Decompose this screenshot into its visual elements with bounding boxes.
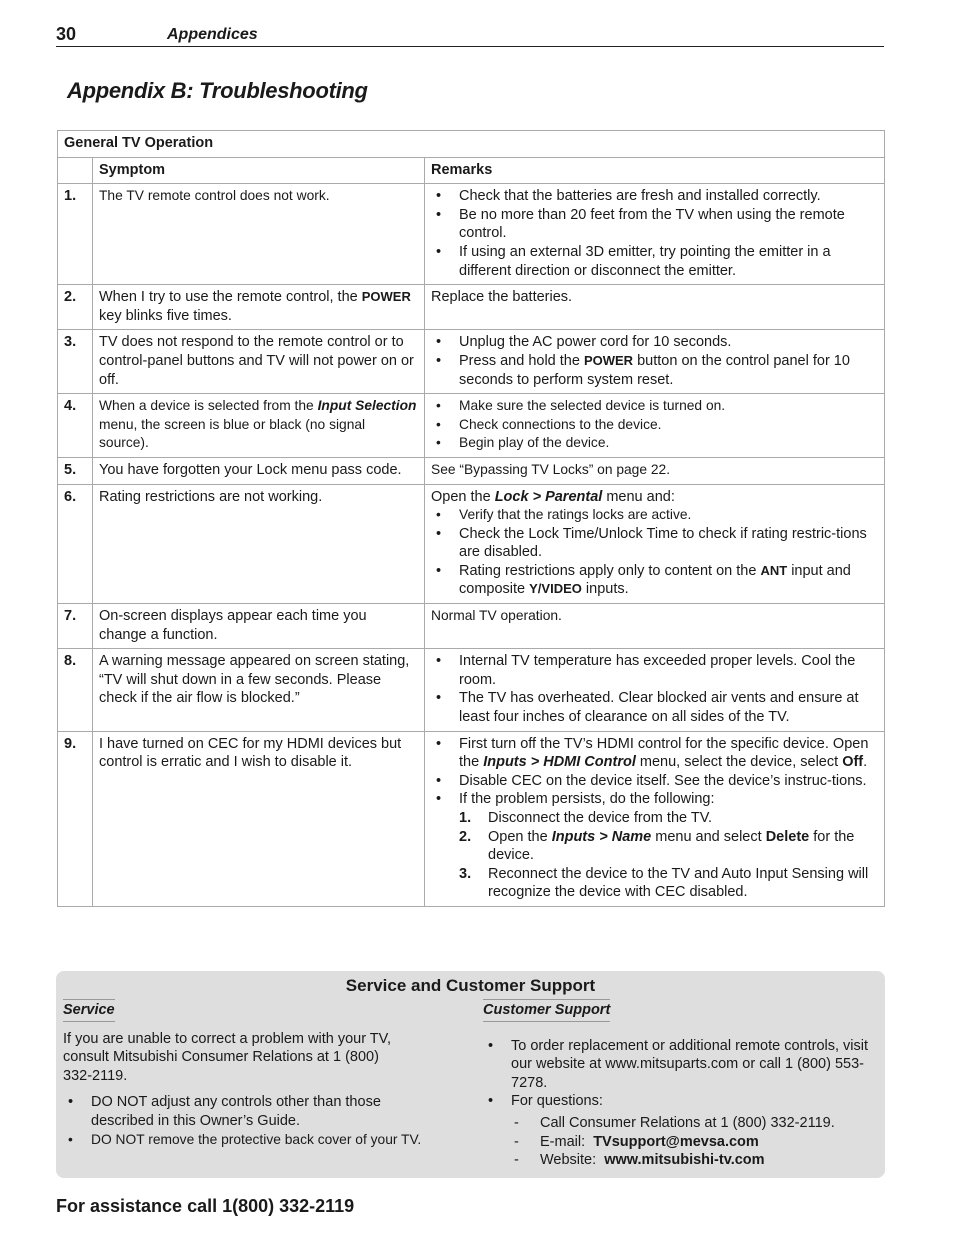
remarks-cell: See “Bypassing TV Locks” on page 22. <box>425 457 885 484</box>
step-number: 3. <box>459 865 472 882</box>
remark-item: • Verify that the ratings locks are active. <box>431 506 878 525</box>
customer-support-item: • To order replacement or additional remote controls, visit our website at www.mitsuparts.com or call 1 (800) 553-7278. <box>483 1037 878 1093</box>
remarks-cell <box>425 394 885 458</box>
remarks-cell <box>425 484 885 604</box>
symptom-cell <box>93 285 425 330</box>
service-heading: Service <box>63 999 115 1022</box>
step-item <box>459 865 878 902</box>
page-header <box>56 22 884 47</box>
input-key-label: ANT <box>760 562 788 578</box>
remark-item: • Check the Lock Time/Unlock Time to check if rating restric-tions are disabled. <box>431 525 878 562</box>
symptom-text: When I try to use the remote control, the <box>99 289 358 306</box>
symptom-text: key blinks five times. <box>99 307 232 324</box>
customer-support-item <box>483 1092 878 1169</box>
option-name: Delete <box>765 828 810 845</box>
remark-item: • Check that the batteries are fresh and installed correctly. <box>431 187 878 206</box>
symptom-cell: On-screen displays appear each time you change a function. <box>93 604 425 649</box>
step-item <box>459 828 878 865</box>
row-number: 3. <box>58 330 93 394</box>
symptom-cell: You have forgotten your Lock menu pass code. <box>93 457 425 484</box>
contact-item: - Call Consumer Relations at 1 (800) 332-2119. <box>511 1114 878 1133</box>
remark-text: Press and hold the <box>459 352 580 369</box>
group-heading: General TV Operation <box>58 131 885 158</box>
remark-item: • If using an external 3D emitter, try pointing the emitter in a different direction or disconnect the emitter. <box>431 243 878 280</box>
input-key-label: Y/VIDEO <box>529 581 582 597</box>
email-value: TVsupport@mevsa.com <box>593 1133 759 1150</box>
step-number: 2. <box>459 828 472 845</box>
section-name: Appendices <box>167 26 258 43</box>
service-item: • DO NOT remove the protective back cover of your TV. <box>63 1131 463 1150</box>
symptom-cell: The TV remote control does not work. <box>93 184 425 285</box>
website-value: www.mitsubishi-tv.com <box>604 1152 765 1169</box>
remarks-cell: Replace the batteries. <box>425 285 885 330</box>
customer-support-text: For questions: <box>511 1093 603 1110</box>
row-number: 1. <box>58 184 93 285</box>
remarks-cell <box>425 184 885 285</box>
step-text: Open the <box>488 828 548 845</box>
row-number: 2. <box>58 285 93 330</box>
symptom-cell: I have turned on CEC for my HDMI devices but control is erratic and I wish to disable it. <box>93 731 425 906</box>
option-name: Off <box>842 754 864 771</box>
page-number: 30 <box>56 24 77 44</box>
service-item: • DO NOT adjust any controls other than those described in this Owner’s Guide. <box>63 1093 411 1130</box>
step-text: Disconnect the device from the TV. <box>488 810 713 826</box>
service-paragraph: If you are unable to correct a problem with your TV, consult Mitsubishi Consumer Relations at 1 (800) 332-2119. <box>63 1030 392 1084</box>
remark-text: menu and: <box>606 488 675 505</box>
menu-name: Inputs > HDMI Control <box>483 754 636 771</box>
symptom-text: When a device is selected from the <box>99 398 314 414</box>
table-group-header <box>58 131 885 158</box>
troubleshooting-table <box>57 130 885 907</box>
step-list <box>459 809 878 902</box>
remark-intro <box>431 488 878 507</box>
remark-item: • Unplug the AC power cord for 10 seconds. <box>431 333 878 352</box>
assistance-footer: For assistance call 1(800) 332-2119 <box>56 1196 355 1216</box>
service-list <box>63 1093 463 1149</box>
remarks-cell <box>425 330 885 394</box>
remark-text: . <box>863 754 868 771</box>
remark-item: • Be no more than 20 feet from the TV when using the remote control. <box>431 206 878 243</box>
table-row <box>58 604 885 649</box>
symptom-cell <box>93 394 425 458</box>
table-column-header <box>58 157 885 184</box>
row-number: 5. <box>58 457 93 484</box>
remark-item: • Begin play of the device. <box>431 434 878 453</box>
remark-item: • Check connections to the device. <box>431 416 878 435</box>
symptom-text: menu, the screen is blue or black (no signal source). <box>99 416 366 451</box>
remark-text: input and composite <box>459 562 851 598</box>
contact-item <box>511 1133 878 1152</box>
symptom-cell: Rating restrictions are not working. <box>93 484 425 604</box>
contact-label: E-mail: <box>540 1133 586 1150</box>
symptom-cell: A warning message appeared on screen stating, “TV will shut down in a few seconds. Please check if the air flow is blocked.” <box>93 649 425 731</box>
menu-name: Input Selection <box>317 398 417 414</box>
num-col-header <box>58 157 93 184</box>
step-text: Reconnect the device to the TV and Auto Input Sensing will recognize the device with CEC disabled. <box>488 865 869 901</box>
support-box <box>56 971 885 1178</box>
remark-item: • Make sure the selected device is turned on. <box>431 397 878 416</box>
symptom-cell: TV does not respond to the remote control or to control-panel buttons and TV will not power on or off. <box>93 330 425 394</box>
remarks-cell: Normal TV operation. <box>425 604 885 649</box>
remark-text: If the problem persists, do the following: <box>459 791 715 808</box>
step-item <box>459 809 878 828</box>
remark-item <box>431 352 878 389</box>
customer-support-heading: Customer Support <box>483 999 610 1022</box>
table-row <box>58 285 885 330</box>
customer-support-column <box>483 999 878 1170</box>
power-key-label: POWER <box>583 352 634 368</box>
table-row <box>58 731 885 906</box>
row-number: 6. <box>58 484 93 604</box>
table-row <box>58 330 885 394</box>
customer-support-list <box>483 1037 878 1170</box>
contact-label: Website: <box>540 1152 597 1169</box>
remark-text: button on the control panel for 10 seconds to perform system reset. <box>459 352 850 388</box>
table-row <box>58 649 885 731</box>
remark-item <box>431 562 878 599</box>
menu-name: Lock > Parental <box>494 488 603 505</box>
table-row <box>58 457 885 484</box>
remark-text: inputs. <box>585 581 629 598</box>
remarks-cell <box>425 649 885 731</box>
step-text: for the device. <box>488 828 855 864</box>
table-row <box>58 394 885 458</box>
row-number: 9. <box>58 731 93 906</box>
remark-item: • The TV has overheated. Clear blocked air vents and ensure at least four inches of clearance on all sides of the TV. <box>431 689 878 726</box>
remark-text: Rating restrictions apply only to content on the <box>459 562 757 579</box>
step-text: menu and select <box>655 828 762 845</box>
table-row <box>58 484 885 604</box>
power-key-label: POWER <box>361 289 411 305</box>
service-column <box>63 999 463 1149</box>
remark-text: menu, select the device, select <box>639 754 839 771</box>
contact-item <box>511 1151 878 1170</box>
step-number: 1. <box>459 810 472 826</box>
page-title: Appendix B: Troubleshooting <box>67 78 368 103</box>
contact-list <box>511 1114 878 1170</box>
remark-item <box>431 735 878 772</box>
remarks-col-header: Remarks <box>425 157 885 184</box>
remark-item: • Disable CEC on the device itself. See the device’s instruc-tions. <box>431 772 878 791</box>
table-row <box>58 184 885 285</box>
support-title: Service and Customer Support <box>345 976 596 995</box>
symptom-col-header: Symptom <box>93 157 425 184</box>
row-number: 4. <box>58 394 93 458</box>
row-number: 7. <box>58 604 93 649</box>
menu-name: Inputs > Name <box>551 828 652 845</box>
remarks-cell <box>425 731 885 906</box>
remark-item <box>431 790 878 902</box>
remark-item: • Internal TV temperature has exceeded proper levels. Cool the room. <box>431 652 878 689</box>
remark-text: First turn off the TV’s HDMI control for the specific device. Open the <box>459 735 869 771</box>
remark-text: Open the <box>431 488 491 505</box>
row-number: 8. <box>58 649 93 731</box>
